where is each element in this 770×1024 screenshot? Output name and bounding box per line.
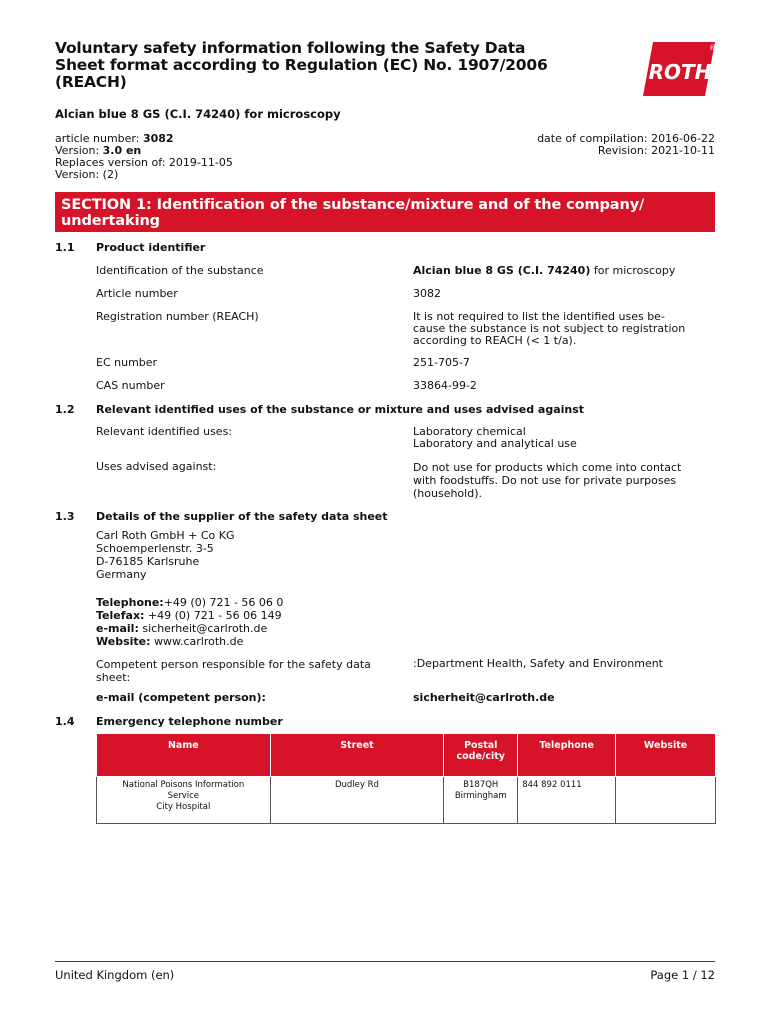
label-line: sheet: bbox=[96, 671, 131, 684]
substance-suffix: for microscopy bbox=[590, 264, 676, 277]
roth-logo bbox=[643, 40, 715, 98]
competent-person-value: :Department Health, Safety and Environment bbox=[413, 657, 663, 670]
field-value bbox=[413, 426, 718, 450]
field-value bbox=[413, 311, 718, 347]
field-value bbox=[413, 265, 718, 277]
section-1-title-line-1: SECTION 1: Identification of the substance/mixture and of the company/ bbox=[61, 197, 645, 213]
value-line: Laboratory chemical bbox=[413, 425, 526, 438]
cell-street: Dudley Rd bbox=[270, 777, 444, 824]
title-line-1: Voluntary safety information following the Safety Data bbox=[55, 39, 526, 57]
footer-locale: United Kingdom (en) bbox=[55, 968, 175, 982]
field-label: EC number bbox=[96, 356, 158, 369]
column-header-street: Street bbox=[270, 734, 444, 777]
email-line bbox=[96, 622, 283, 635]
email-label: e-mail: bbox=[96, 622, 139, 635]
telefax-line bbox=[96, 609, 283, 622]
substance-name: Alcian blue 8 GS (C.I. 74240) bbox=[413, 264, 591, 277]
title-line-2: Sheet format according to Regulation (EC) No. 1907/2006 bbox=[55, 56, 548, 74]
page-number: Page 1 / 12 bbox=[650, 968, 715, 982]
column-header-name: Name bbox=[97, 734, 271, 777]
section-1-header bbox=[55, 192, 715, 232]
field-label: Registration number (REACH) bbox=[96, 310, 259, 323]
logo-text: ROTH bbox=[648, 60, 712, 84]
subsection-title: Product identifier bbox=[96, 241, 206, 254]
value-line: Laboratory and analytical use bbox=[413, 437, 577, 450]
website-line bbox=[96, 635, 283, 648]
field-label: Identification of the substance bbox=[96, 264, 264, 277]
cell-line: B187QH bbox=[463, 780, 499, 790]
section-1-title-line-2: undertaking bbox=[61, 213, 160, 229]
field-value: 251-705-7 bbox=[413, 356, 470, 369]
label-line: Competent person responsible for the safety data bbox=[96, 658, 371, 671]
company-street: Schoemperlenstr. 3-5 bbox=[96, 542, 214, 555]
emergency-contacts-table bbox=[96, 733, 716, 824]
subsection-number: 1.2 bbox=[55, 403, 75, 416]
field-label: Article number bbox=[96, 287, 178, 300]
company-country: Germany bbox=[96, 568, 147, 581]
cell-line: City Hospital bbox=[156, 802, 211, 812]
cell-postal bbox=[444, 777, 518, 824]
table-header-row bbox=[97, 734, 716, 777]
supplier-address bbox=[96, 529, 235, 581]
email-value[interactable]: sicherheit@carlroth.de bbox=[138, 622, 268, 635]
logo-registered: ® bbox=[709, 44, 716, 52]
cell-line: Service bbox=[167, 791, 200, 801]
column-header-postal: Postal code/city bbox=[444, 734, 518, 777]
field-label: Relevant identified uses: bbox=[96, 425, 233, 438]
cell-telephone: 844 892 0111 bbox=[518, 777, 616, 824]
title-line-3: (REACH) bbox=[55, 73, 127, 91]
value-line: with foodstuffs. Do not use for private purposes bbox=[413, 474, 677, 487]
cell-line: National Poisons Information bbox=[122, 780, 245, 790]
article-number-value: 3082 bbox=[142, 132, 174, 145]
field-value: 33864-99-2 bbox=[413, 379, 477, 392]
value-line: Do not use for products which come into contact bbox=[413, 461, 682, 474]
value-line: according to REACH (< 1 t/a). bbox=[413, 334, 577, 347]
version-label: Version: bbox=[55, 144, 100, 157]
product-name: Alcian blue 8 GS (C.I. 74240) for microscopy bbox=[55, 107, 341, 121]
column-header-telephone: Telephone bbox=[518, 734, 616, 777]
document-meta-left bbox=[55, 133, 233, 181]
value-line: (household). bbox=[413, 487, 482, 500]
document-title bbox=[55, 40, 615, 91]
document-meta-right bbox=[537, 133, 715, 157]
telefax-label: Telefax: bbox=[96, 609, 145, 622]
subsection-number: 1.4 bbox=[55, 715, 75, 728]
cell-name bbox=[97, 777, 271, 824]
column-header-website: Website bbox=[616, 734, 716, 777]
email-competent-label: e-mail (competent person): bbox=[96, 691, 266, 704]
article-number-label: article number: bbox=[55, 132, 140, 145]
subsection-title: Relevant identified uses of the substance or mixture and uses advised against bbox=[96, 403, 585, 416]
subsection-number: 1.3 bbox=[55, 510, 75, 523]
revision-date: Revision: 2021-10-11 bbox=[597, 144, 715, 157]
telefax-value: +49 (0) 721 - 56 06 149 bbox=[144, 609, 282, 622]
previous-version: Version: (2) bbox=[55, 168, 119, 181]
website-value[interactable]: www.carlroth.de bbox=[150, 635, 244, 648]
telephone-label: Telephone: bbox=[96, 596, 164, 609]
field-label: Uses advised against: bbox=[96, 460, 217, 473]
cell-line: Birmingham bbox=[454, 791, 507, 801]
value-line: It is not required to list the identified uses be- bbox=[413, 310, 665, 323]
footer-divider bbox=[55, 961, 715, 962]
supplier-contacts bbox=[96, 596, 283, 648]
field-value bbox=[413, 461, 718, 500]
field-value: 3082 bbox=[413, 287, 441, 300]
company-city: D-76185 Karlsruhe bbox=[96, 555, 200, 568]
field-label: CAS number bbox=[96, 379, 165, 392]
subsection-number: 1.1 bbox=[55, 241, 75, 254]
email-competent-value[interactable]: sicherheit@carlroth.de bbox=[413, 691, 555, 704]
version-value: 3.0 en bbox=[102, 144, 142, 157]
value-line: cause the substance is not subject to registration bbox=[413, 322, 686, 335]
telephone-line bbox=[96, 596, 283, 609]
compilation-date: date of compilation: 2016-06-22 bbox=[537, 132, 715, 145]
company-name: Carl Roth GmbH + Co KG bbox=[96, 529, 235, 542]
subsection-title: Details of the supplier of the safety data sheet bbox=[96, 510, 388, 523]
replaces-version: Replaces version of: 2019-11-05 bbox=[55, 156, 233, 169]
competent-person-label bbox=[96, 658, 371, 684]
telephone-value: +49 (0) 721 - 56 06 0 bbox=[163, 596, 284, 609]
cell-website bbox=[616, 777, 716, 824]
table-row bbox=[97, 777, 716, 824]
website-label: Website: bbox=[96, 635, 151, 648]
subsection-title: Emergency telephone number bbox=[96, 715, 283, 728]
